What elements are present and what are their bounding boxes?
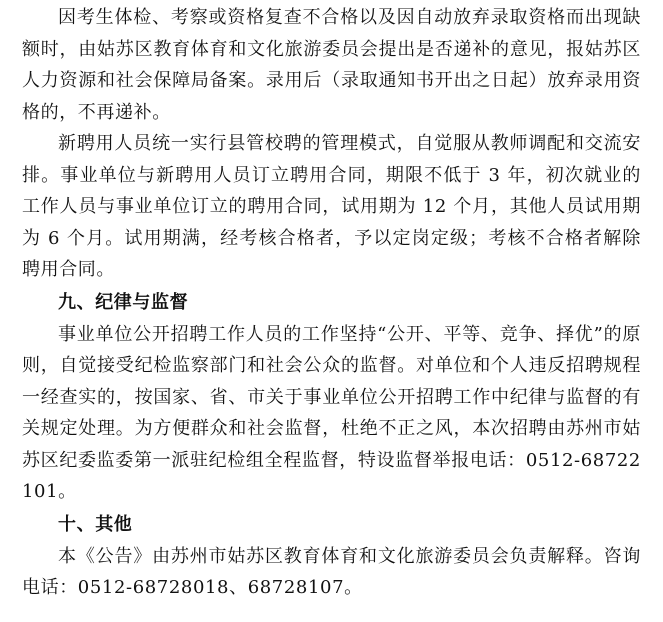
- section-heading-discipline: 九、纪律与监督: [58, 291, 189, 313]
- paragraph-employment-contract: 新聘用人员统一实行县管校聘的管理模式，自觉服从教师调配和交流安排。事业单位与新聘用人员订立聘用合同，期限不低于 3 年，初次就业的工作人员与事业单位订立的聘用合同，试用期为 12 个月，其他人员试用期为 6 个月。试用期满，经考核合格者，予以定岗定级；考核不合格者解除聘用合同。: [22, 133, 641, 280]
- paragraph-supervision: 事业单位公开招聘工作人员的工作坚持“公开、平等、竞争、择优”的原则，自觉接受纪检监察部门和社会公众的监督。对单位和个人违反招聘规程一经查实的，按国家、省、市关于事业单位公开招聘工作中纪律与监督的有关规定处理。为方便群众和社会监督，杜绝不正之风，本次招聘由苏州市姑苏区纪委监委第一派驻纪检组全程监督，特设监督举报电话：0512-68722101。: [22, 323, 641, 502]
- section-heading-other: 十、其他: [58, 513, 133, 535]
- paragraph-vacancy-replacement: 因考生体检、考察或资格复查不合格以及因自动放弃录取资格而出现缺额时，由姑苏区教育体育和文化旅游委员会提出是否递补的意见，报姑苏区人力资源和社会保障局备案。录用后（录取通知书开出之日起）放弃录用资格的，不再递补。: [22, 7, 641, 123]
- paragraph-interpretation: 本《公告》由苏州市姑苏区教育体育和文化旅游委员会负责解释。咨询电话：0512-68728018、68728107。: [22, 545, 641, 598]
